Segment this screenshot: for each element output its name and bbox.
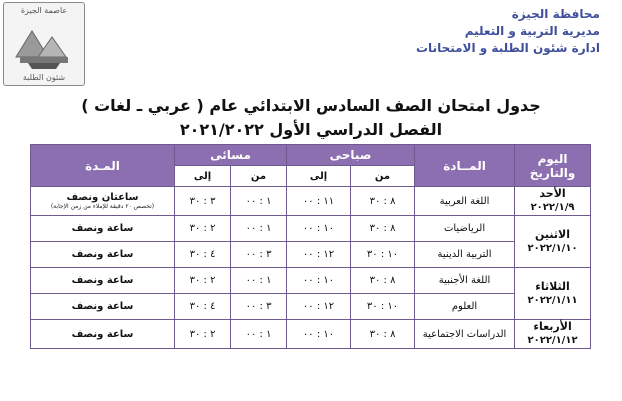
table-row [31,187,591,216]
table-row [31,294,591,320]
subject-cell: الرياضيات [415,216,515,242]
duration-cell: ساعة ونصف [31,242,175,268]
day-date: ٢٠٢٢/١/٩ [530,202,575,213]
header-day: اليوم والتاريخ [515,145,591,187]
header-morning-to: إلى [287,166,351,187]
morning-to-cell: ١١ : ٠٠ [287,187,351,216]
header-evening-to: إلى [175,166,231,187]
table-row [31,320,591,349]
subject-cell: اللغة العربية [415,187,515,216]
logo-top-text: عاصمة الجيزة [20,6,68,15]
day-date: ٢٠٢٢/١/١١ [527,294,578,306]
morning-to-cell: ١٢ : ٠٠ [287,294,351,320]
governorate-name: محافظة الجيزة [511,7,600,21]
day-date: ٢٠٢٢/١/١٠ [527,242,578,254]
table-row [31,242,591,268]
header-duration: المـدة [31,145,175,187]
subject-cell: التربية الدينية [415,242,515,268]
header-morning-from: من [351,166,415,187]
morning-to-cell: ١٢ : ٠٠ [287,242,351,268]
logo-bottom-text: شئون الطلبة [22,73,66,82]
administration-name: ادارة شئون الطلبة و الامتحانات [416,41,600,55]
day-name: الأربعاء [533,320,572,333]
evening-to-cell: ٤ : ٣٠ [175,294,231,320]
evening-from-cell: ١ : ٠٠ [231,320,287,349]
evening-from-cell: ٣ : ٠٠ [231,294,287,320]
page-subtitle: الفصل الدراسي الأول ٢٠٢١/٢٠٢٢ [179,120,443,139]
day-cell [515,216,591,268]
evening-from-cell: ١ : ٠٠ [231,268,287,294]
morning-to-cell: ١٠ : ٠٠ [287,216,351,242]
day-name: الثلاثاء [535,279,570,293]
duration-cell: ساعة ونصف [31,216,175,242]
subject-cell: اللغة الأجنبية [415,268,515,294]
morning-from-cell: ١٠ : ٣٠ [351,294,415,320]
duration-note: (تخصص ٢٠ دقيقة للإملاء من زمن الإجابة) [50,202,155,210]
header-evening: مسائى [175,145,287,166]
duration-text: ساعتان ونصف [66,191,139,203]
header-subject: المــادة [415,145,515,187]
evening-to-cell: ٢ : ٣٠ [175,268,231,294]
duration-cell [31,187,175,216]
page-title: جدول امتحان الصف السادس الابتدائي عام ( عربي ـ لغات ) [81,96,541,115]
evening-from-cell: ١ : ٠٠ [231,216,287,242]
evening-to-cell: ٢ : ٣٠ [175,216,231,242]
morning-to-cell: ١٠ : ٠٠ [287,268,351,294]
header-morning: صباحى [287,145,415,166]
evening-from-cell: ٣ : ٠٠ [231,242,287,268]
day-name: الاثنين [535,227,571,241]
morning-to-cell: ١٠ : ٠٠ [287,320,351,349]
morning-from-cell: ٨ : ٣٠ [351,187,415,216]
department-logo [3,2,85,86]
evening-to-cell: ٢ : ٣٠ [175,320,231,349]
day-name: الأحد [539,187,566,200]
duration-cell: ساعة ونصف [31,320,175,349]
morning-from-cell: ٨ : ٣٠ [351,216,415,242]
duration-cell: ساعة ونصف [31,294,175,320]
header-block [340,6,600,57]
duration-cell: ساعة ونصف [31,268,175,294]
directorate-name: مديرية التربية و التعليم [464,24,600,38]
day-cell [515,320,591,349]
evening-from-cell: ١ : ٠٠ [231,187,287,216]
day-cell [515,187,591,216]
morning-from-cell: ٨ : ٣٠ [351,320,415,349]
day-date: ٢٠٢٢/١/١٢ [527,335,578,346]
subject-cell: العلوم [415,294,515,320]
header-evening-from: من [231,166,287,187]
table-row [31,268,591,294]
morning-from-cell: ٨ : ٣٠ [351,268,415,294]
morning-from-cell: ١٠ : ٣٠ [351,242,415,268]
exam-schedule-table [30,144,591,349]
evening-to-cell: ٣ : ٣٠ [175,187,231,216]
subject-cell: الدراسات الاجتماعية [415,320,515,349]
table-row [31,216,591,242]
evening-to-cell: ٤ : ٣٠ [175,242,231,268]
day-cell [515,268,591,320]
pyramids-icon [12,17,76,69]
